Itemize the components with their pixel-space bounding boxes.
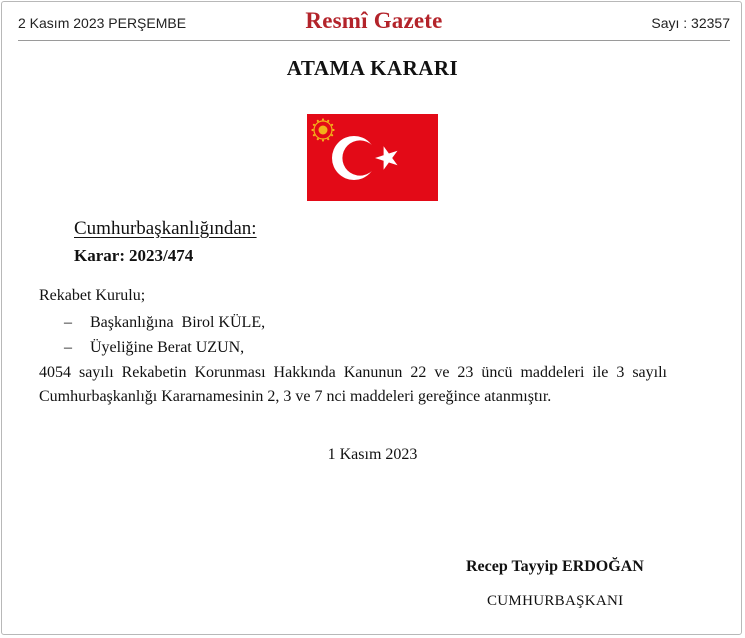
document-title: ATAMA KARARI	[286, 56, 459, 80]
decision-label: Karar:	[74, 246, 125, 265]
issue-number: Sayı : 32357	[651, 15, 730, 31]
decree-date: 1 Kasım 2023	[327, 446, 418, 463]
turkish-flag-image	[307, 114, 438, 201]
gazette-title: Resmî Gazete	[305, 8, 443, 33]
appointment-text: Üyeliğine Berat UZUN,	[90, 339, 245, 356]
signatory-name: Recep Tayyip ERDOĞAN	[466, 558, 644, 575]
appointment-text: Başkanlığına Birol KÜLE,	[90, 314, 266, 331]
issuer-heading: Cumhurbaşkanlığından:	[74, 218, 257, 239]
appointment-item	[64, 339, 244, 357]
paragraph-line: 4054 sayılı Rekabetin Korunması Hakkında Kanunun 22 ve 23 üncü maddeleri ile 3 sayılı	[39, 364, 667, 381]
list-dash: –	[64, 314, 72, 331]
signatory-title: CUMHURBAŞKANI	[487, 593, 624, 609]
appointment-item	[64, 314, 265, 332]
decision-number: 2023/474	[128, 246, 194, 265]
decision-line	[74, 246, 193, 266]
presidential-flag-icon	[307, 114, 438, 201]
body-intro: Rekabet Kurulu;	[39, 287, 146, 304]
list-dash: –	[64, 339, 72, 356]
header-date: 2 Kasım 2023 PERŞEMBE	[18, 15, 187, 31]
paragraph-line: Cumhurbaşkanlığı Kararnamesinin 2, 3 ve 7 nci maddeleri gereğince atanmıştır.	[39, 388, 552, 405]
gazette-header	[18, 6, 730, 41]
